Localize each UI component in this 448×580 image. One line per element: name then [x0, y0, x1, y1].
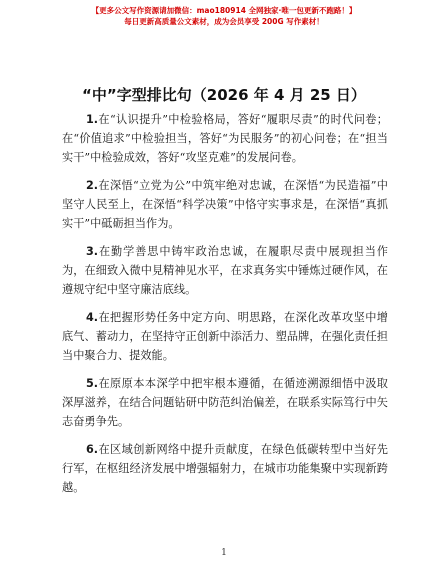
paragraph-2 — [62, 176, 388, 233]
paragraph-number: 4. — [86, 311, 99, 324]
paragraph-text: 在深悟“立党为公”中筑牢绝对忠诚，在深悟“为民造福”中坚守人民至上，在深悟“科学决策”中恪守实事求是，在深悟“真抓实干”中砥砺担当作为。 — [62, 179, 388, 230]
paragraph-text: 在把握形势任务中定方向、明思路，在深化改革攻坚中增底气、蓄动力，在坚持守正创新中添活力、塑品牌，在强化责任担当中聚合力、提效能。 — [62, 311, 388, 362]
paragraph-number: 3. — [86, 245, 99, 258]
paragraph-3 — [62, 242, 388, 299]
document-title: “中”字型排比句（2026 年 4 月 25 日） — [82, 86, 366, 104]
paragraph-text: 在区域创新网络中提升贡献度，在绿色低碳转型中当好先行军，在枢纽经济发展中增强辐射力，在城市功能集聚中实现新跨越。 — [62, 443, 388, 494]
paragraph-text: 在原原本本深学中把牢根本遵循，在循迹溯源细悟中汲取深厚滋养，在结合问题钻研中防范纠治偏差，在联系实际笃行中矢志奋勇争先。 — [62, 377, 388, 428]
paragraph-text: 在“认识提升”中检验格局，答好“履职尽责”的时代问卷；在“价值追求”中检验担当，答好“为民服务”的初心问卷；在“担当实干”中检验成效，答好“攻坚克难”的发展问卷。 — [62, 113, 388, 164]
header-promo-line-2: 每日更新高质量公文素材，成为会员享受 200G 写作素材！ — [124, 17, 324, 26]
page-number: 1 — [221, 548, 227, 558]
paragraph-number: 2. — [86, 179, 99, 192]
paragraph-number: 6. — [86, 443, 99, 456]
paragraph-number: 1. — [86, 113, 99, 126]
paragraph-text: 在勤学善思中铸牢政治忠诚，在履职尽责中展现担当作为，在细致入微中見精神见水平，在求真务实中锤炼过硬作风，在遵规守纪中坚守廉洁底线。 — [62, 245, 388, 296]
page-header — [0, 6, 448, 27]
paragraph-6 — [62, 440, 388, 497]
header-promo-line-1: 【更多公文写作资源请加微信：mao180914 全网独家·唯一包更新不跑路！】 — [91, 6, 357, 15]
document-body — [62, 110, 388, 506]
paragraph-1 — [62, 110, 388, 167]
paragraph-4 — [62, 308, 388, 365]
paragraph-5 — [62, 374, 388, 431]
paragraph-number: 5. — [86, 377, 99, 390]
